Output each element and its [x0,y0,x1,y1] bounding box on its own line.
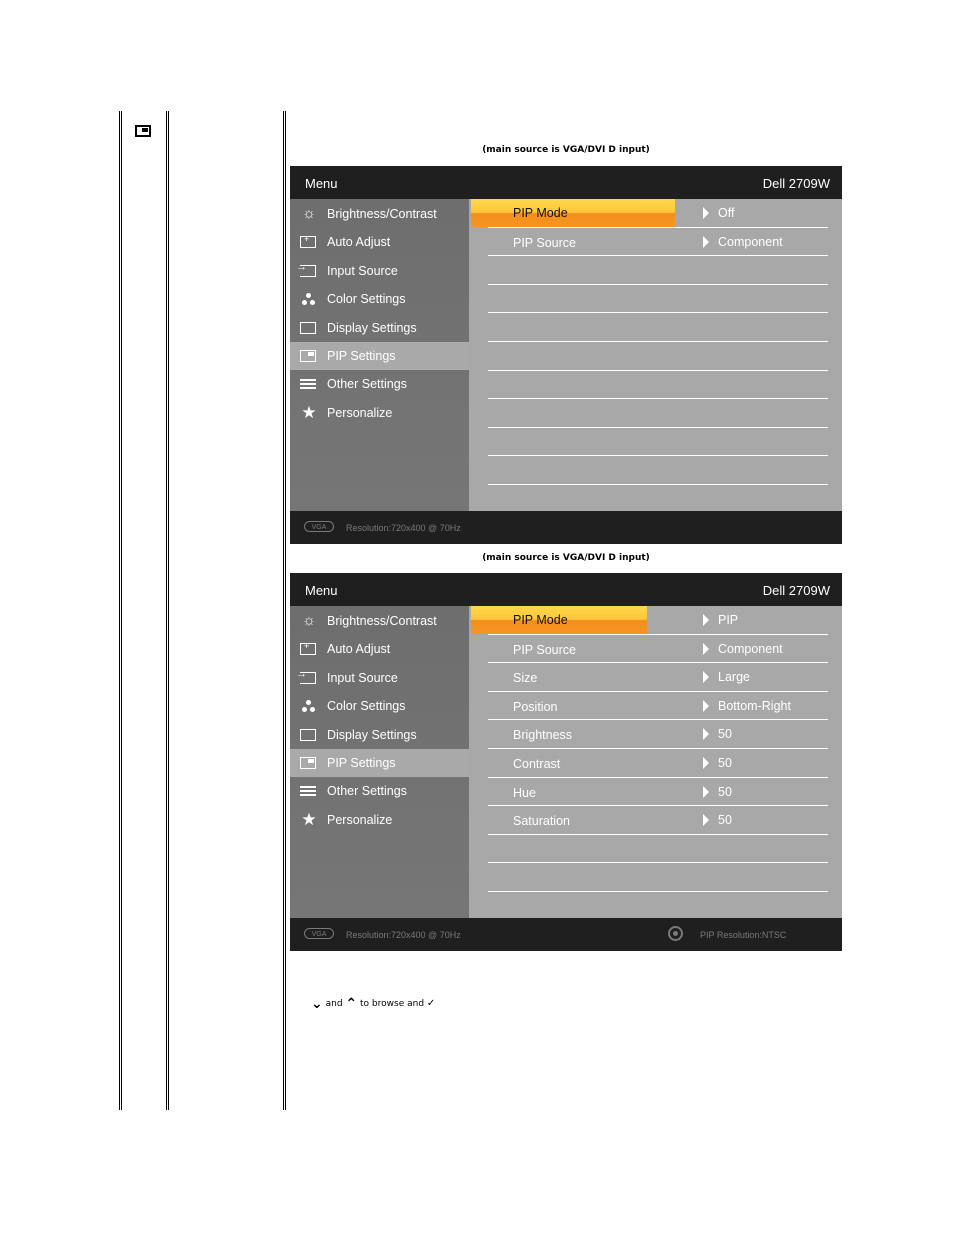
sidebar-item-label: Other Settings [327,784,407,799]
sidebar-item-label: Other Settings [327,377,407,392]
sidebar-item-label: Color Settings [327,292,406,307]
row-divider [488,398,828,399]
row-divider [488,455,828,456]
frame-line-6 [285,111,286,1110]
input-source-icon [300,265,316,277]
sidebar-item-label: Input Source [327,263,398,278]
row-divider [488,284,828,285]
sidebar-item-label: Display Settings [327,320,417,335]
input-source-icon [300,672,316,684]
sidebar-item-label: Color Settings [327,699,406,714]
brightness-icon: ☼ [302,205,316,222]
row-divider [488,662,828,663]
submenu-value: 50 [718,727,732,742]
menu-title: Menu [305,583,338,598]
sidebar-item-pip-settings[interactable] [290,342,469,370]
sidebar-item-label: Display Settings [327,727,417,742]
auto-adjust-icon [300,643,316,655]
pip-settings-icon [300,757,316,769]
sidebar-item-color-settings[interactable] [290,285,469,313]
submenu-item-pip-source[interactable]: PIP Source [513,235,577,250]
sidebar-item-label: Brightness/Contrast [327,614,437,628]
sidebar-item-color-settings[interactable] [290,692,469,720]
display-settings-icon [300,322,316,334]
osd-sidebar [290,606,469,918]
submenu-item-pip-source[interactable]: PIP Source [513,642,577,657]
sidebar-item-brightness-contrast[interactable] [290,200,469,228]
instruction-browse: to browse and [360,999,425,1009]
caption-bottom: (main source is VGA/DVI D input) [482,553,650,563]
row-divider [488,862,828,863]
menu-title: Menu [305,176,338,191]
sidebar-item-label: Brightness/Contrast [327,207,437,221]
row-divider [488,777,828,778]
resolution-readout: Resolution:720x400 @ 70Hz [346,930,461,940]
sidebar-item-personalize[interactable] [290,399,469,427]
submenu-item-brightness[interactable]: Brightness [513,728,573,743]
frame-line-4 [168,111,169,1110]
submenu-item-saturation[interactable]: Saturation [513,814,570,829]
sidebar-item-other-settings[interactable] [290,777,469,805]
sidebar-item-display-settings[interactable] [290,314,469,342]
submenu-item-label: PIP Mode [513,206,568,220]
chevron-up-icon: ⌃ [345,996,358,1012]
osd-menu-pip-off [290,166,842,544]
chevron-right-icon [703,643,709,655]
chevron-right-icon [703,207,709,219]
chevron-right-icon [703,671,709,683]
auto-adjust-icon [300,236,316,248]
osd-header [290,573,842,606]
chevron-right-icon [703,614,709,626]
sidebar-item-label: Personalize [327,405,393,420]
row-divider [488,634,828,635]
frame-line-2 [121,111,122,1110]
color-settings-icon [302,700,316,714]
sidebar-item-personalize[interactable] [290,806,469,834]
submenu-value: 50 [718,784,732,799]
submenu-item-contrast[interactable]: Contrast [513,757,561,771]
row-divider [488,427,828,428]
pip-settings-icon [300,350,316,362]
row-divider [488,748,828,749]
pip-resolution-readout: PIP Resolution:NTSC [700,930,787,940]
row-divider [488,227,828,228]
other-settings-icon [300,785,316,797]
row-divider [488,691,828,692]
submenu-value: 50 [718,756,732,770]
brightness-icon: ☼ [302,612,316,629]
color-settings-icon [302,293,316,307]
submenu-item-label: PIP Mode [513,613,568,627]
instruction-and: and [325,999,343,1009]
sidebar-item-pip-settings[interactable] [290,749,469,777]
submenu-value: Bottom-Right [718,698,791,713]
frame-line-1 [119,111,120,1110]
submenu-value: 50 [718,813,732,828]
chevron-right-icon [703,786,709,798]
submenu-item-pip-mode[interactable] [471,199,675,227]
submenu-item-hue[interactable]: Hue [513,785,536,800]
chevron-right-icon [703,814,709,826]
submenu-value: Large [718,670,750,685]
sidebar-item-label: Auto Adjust [327,235,391,250]
row-divider [488,255,828,256]
sidebar-item-other-settings[interactable] [290,370,469,398]
sidebar-item-auto-adjust[interactable] [290,635,469,663]
osd-footer [290,918,842,951]
display-settings-icon [300,729,316,741]
vga-icon: VGA [304,928,334,939]
sidebar-item-input-source[interactable] [290,664,469,692]
navigation-instructions [311,996,435,1012]
frame-line-5 [283,111,284,1110]
sidebar-item-label: PIP Settings [327,756,396,770]
pip-settings-icon [135,125,151,137]
star-icon: ★ [301,809,317,829]
row-divider [488,484,828,485]
submenu-item-size[interactable]: Size [513,671,538,686]
submenu-value: Component [718,234,783,249]
sidebar-item-auto-adjust[interactable] [290,228,469,256]
osd-menu-pip-on [290,573,842,951]
monitor-model: Dell 2709W [762,583,830,598]
pip-source-icon [668,926,683,941]
other-settings-icon [300,378,316,390]
osd-header [290,166,842,199]
sidebar-item-label: PIP Settings [327,349,396,363]
chevron-down-icon: ⌄ [311,996,323,1012]
vga-icon: VGA [304,521,334,532]
submenu-value: Off [718,206,735,220]
row-divider [488,312,828,313]
osd-footer [290,511,842,544]
monitor-model: Dell 2709W [762,176,830,191]
row-divider [488,719,828,720]
caption-top: (main source is VGA/DVI D input) [482,145,650,155]
resolution-readout: Resolution:720x400 @ 70Hz [346,523,461,533]
submenu-item-position[interactable]: Position [513,699,558,714]
frame-line-3 [166,111,167,1110]
sidebar-item-label: Auto Adjust [327,642,391,657]
star-icon: ★ [301,402,317,422]
row-divider [488,370,828,371]
sidebar-item-brightness-contrast[interactable] [290,607,469,635]
row-divider [488,834,828,835]
chevron-right-icon [703,757,709,769]
row-divider [488,891,828,892]
chevron-right-icon [703,700,709,712]
sidebar-item-display-settings[interactable] [290,721,469,749]
checkmark-icon: ✓ [426,998,436,1009]
row-divider [488,805,828,806]
chevron-right-icon [703,728,709,740]
row-divider [488,341,828,342]
submenu-value: Component [718,641,783,656]
sidebar-item-input-source[interactable] [290,257,469,285]
chevron-right-icon [703,236,709,248]
sidebar-item-label: Input Source [327,670,398,685]
sidebar-item-label: Personalize [327,812,393,827]
submenu-value: PIP [718,613,739,627]
osd-sidebar [290,199,469,511]
submenu-item-pip-mode[interactable] [471,606,647,634]
